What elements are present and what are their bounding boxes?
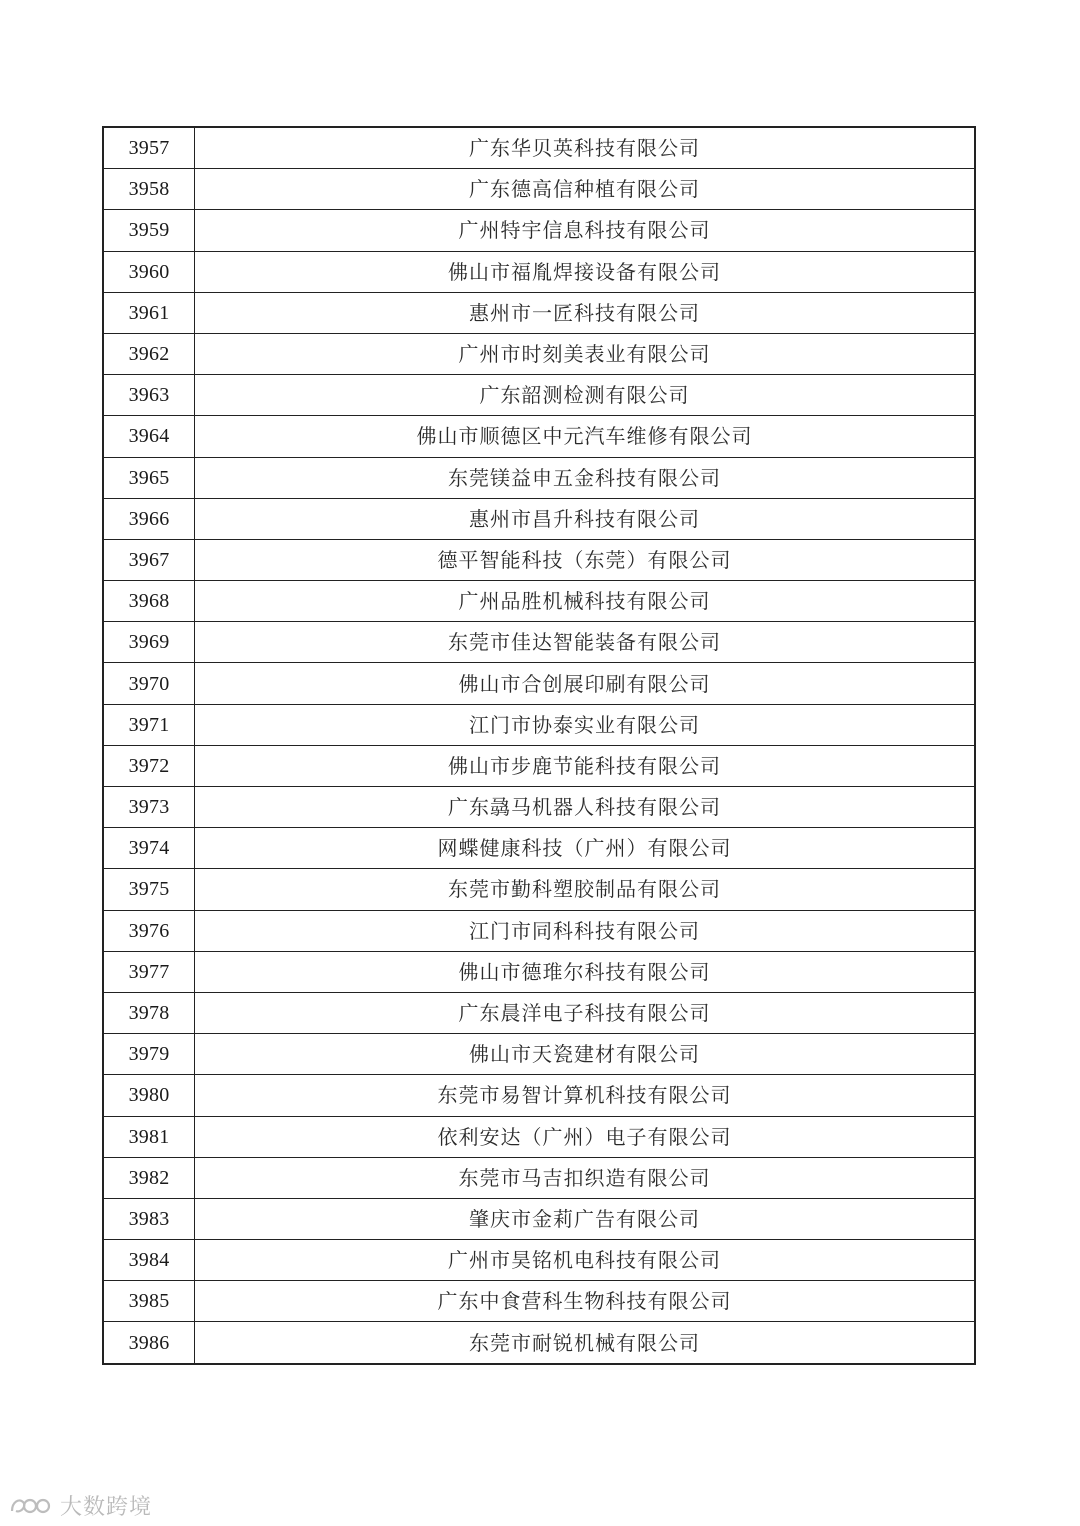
company-name-cell: 德平智能科技（东莞）有限公司 bbox=[195, 539, 976, 580]
company-name-cell: 东莞市勤科塑胶制品有限公司 bbox=[195, 869, 976, 910]
company-name-cell: 广东晨洋电子科技有限公司 bbox=[195, 992, 976, 1033]
company-name-cell: 惠州市一匠科技有限公司 bbox=[195, 292, 976, 333]
table-row bbox=[103, 1281, 975, 1322]
table-row bbox=[103, 951, 975, 992]
table-row bbox=[103, 869, 975, 910]
row-number-cell: 3957 bbox=[103, 127, 195, 169]
table-row bbox=[103, 1034, 975, 1075]
row-number-cell: 3964 bbox=[103, 416, 195, 457]
table-row bbox=[103, 1240, 975, 1281]
company-name-cell: 惠州市昌升科技有限公司 bbox=[195, 498, 976, 539]
table-row bbox=[103, 622, 975, 663]
row-number-cell: 3976 bbox=[103, 910, 195, 951]
company-name-cell: 东莞镁益申五金科技有限公司 bbox=[195, 457, 976, 498]
company-name-cell: 江门市协泰实业有限公司 bbox=[195, 704, 976, 745]
company-name-cell: 佛山市福胤焊接设备有限公司 bbox=[195, 251, 976, 292]
row-number-cell: 3970 bbox=[103, 663, 195, 704]
company-name-cell: 东莞市佳达智能装备有限公司 bbox=[195, 622, 976, 663]
company-name-cell: 依利安达（广州）电子有限公司 bbox=[195, 1116, 976, 1157]
row-number-cell: 3984 bbox=[103, 1240, 195, 1281]
company-list-table bbox=[102, 126, 976, 1365]
row-number-cell: 3959 bbox=[103, 210, 195, 251]
table-row bbox=[103, 1075, 975, 1116]
table-row bbox=[103, 581, 975, 622]
table-row bbox=[103, 1157, 975, 1198]
row-number-cell: 3972 bbox=[103, 745, 195, 786]
row-number-cell: 3981 bbox=[103, 1116, 195, 1157]
row-number-cell: 3982 bbox=[103, 1157, 195, 1198]
row-number-cell: 3985 bbox=[103, 1281, 195, 1322]
row-number-cell: 3966 bbox=[103, 498, 195, 539]
table-row bbox=[103, 539, 975, 580]
row-number-cell: 3975 bbox=[103, 869, 195, 910]
company-name-cell: 江门市同科科技有限公司 bbox=[195, 910, 976, 951]
company-name-cell: 广州市昊铭机电科技有限公司 bbox=[195, 1240, 976, 1281]
row-number-cell: 3960 bbox=[103, 251, 195, 292]
table-row bbox=[103, 375, 975, 416]
table-row bbox=[103, 992, 975, 1033]
company-name-cell: 肇庆市金莉广告有限公司 bbox=[195, 1198, 976, 1239]
row-number-cell: 3961 bbox=[103, 292, 195, 333]
row-number-cell: 3969 bbox=[103, 622, 195, 663]
table-row bbox=[103, 169, 975, 210]
table-row bbox=[103, 333, 975, 374]
table-row bbox=[103, 828, 975, 869]
company-name-cell: 广州品胜机械科技有限公司 bbox=[195, 581, 976, 622]
company-name-cell: 广东韶测检测有限公司 bbox=[195, 375, 976, 416]
row-number-cell: 3983 bbox=[103, 1198, 195, 1239]
company-name-cell: 佛山市德琟尔科技有限公司 bbox=[195, 951, 976, 992]
table-body bbox=[103, 127, 975, 1364]
company-name-cell: 佛山市天瓷建材有限公司 bbox=[195, 1034, 976, 1075]
table-row bbox=[103, 1198, 975, 1239]
watermark bbox=[8, 1490, 152, 1521]
company-name-cell: 东莞市马吉扣织造有限公司 bbox=[195, 1157, 976, 1198]
company-name-cell: 东莞市耐锐机械有限公司 bbox=[195, 1322, 976, 1364]
company-name-cell: 广东华贝英科技有限公司 bbox=[195, 127, 976, 169]
table-row bbox=[103, 251, 975, 292]
row-number-cell: 3958 bbox=[103, 169, 195, 210]
row-number-cell: 3971 bbox=[103, 704, 195, 745]
brand-logo-icon bbox=[8, 1493, 54, 1519]
row-number-cell: 3979 bbox=[103, 1034, 195, 1075]
company-name-cell: 网蝶健康科技（广州）有限公司 bbox=[195, 828, 976, 869]
table-row bbox=[103, 745, 975, 786]
table-row bbox=[103, 910, 975, 951]
company-name-cell: 佛山市顺德区中元汽车维修有限公司 bbox=[195, 416, 976, 457]
table-row bbox=[103, 1322, 975, 1364]
table-row bbox=[103, 787, 975, 828]
company-name-cell: 广东德高信种植有限公司 bbox=[195, 169, 976, 210]
company-name-cell: 广东骉马机器人科技有限公司 bbox=[195, 787, 976, 828]
table-row bbox=[103, 498, 975, 539]
table-row bbox=[103, 704, 975, 745]
row-number-cell: 3968 bbox=[103, 581, 195, 622]
row-number-cell: 3978 bbox=[103, 992, 195, 1033]
row-number-cell: 3967 bbox=[103, 539, 195, 580]
table-row bbox=[103, 127, 975, 169]
table-row bbox=[103, 663, 975, 704]
watermark-text: 大数跨境 bbox=[60, 1495, 153, 1520]
table-row bbox=[103, 292, 975, 333]
row-number-cell: 3965 bbox=[103, 457, 195, 498]
table-row bbox=[103, 210, 975, 251]
row-number-cell: 3974 bbox=[103, 828, 195, 869]
table-row bbox=[103, 1116, 975, 1157]
company-name-cell: 东莞市易智计算机科技有限公司 bbox=[195, 1075, 976, 1116]
row-number-cell: 3962 bbox=[103, 333, 195, 374]
row-number-cell: 3986 bbox=[103, 1322, 195, 1364]
company-name-cell: 广州特宇信息科技有限公司 bbox=[195, 210, 976, 251]
company-name-cell: 广东中食营科生物科技有限公司 bbox=[195, 1281, 976, 1322]
table-row bbox=[103, 416, 975, 457]
company-name-cell: 佛山市步鹿节能科技有限公司 bbox=[195, 745, 976, 786]
row-number-cell: 3973 bbox=[103, 787, 195, 828]
company-name-cell: 广州市时刻美表业有限公司 bbox=[195, 333, 976, 374]
row-number-cell: 3963 bbox=[103, 375, 195, 416]
row-number-cell: 3980 bbox=[103, 1075, 195, 1116]
table-row bbox=[103, 457, 975, 498]
row-number-cell: 3977 bbox=[103, 951, 195, 992]
company-name-cell: 佛山市合创展印刷有限公司 bbox=[195, 663, 976, 704]
